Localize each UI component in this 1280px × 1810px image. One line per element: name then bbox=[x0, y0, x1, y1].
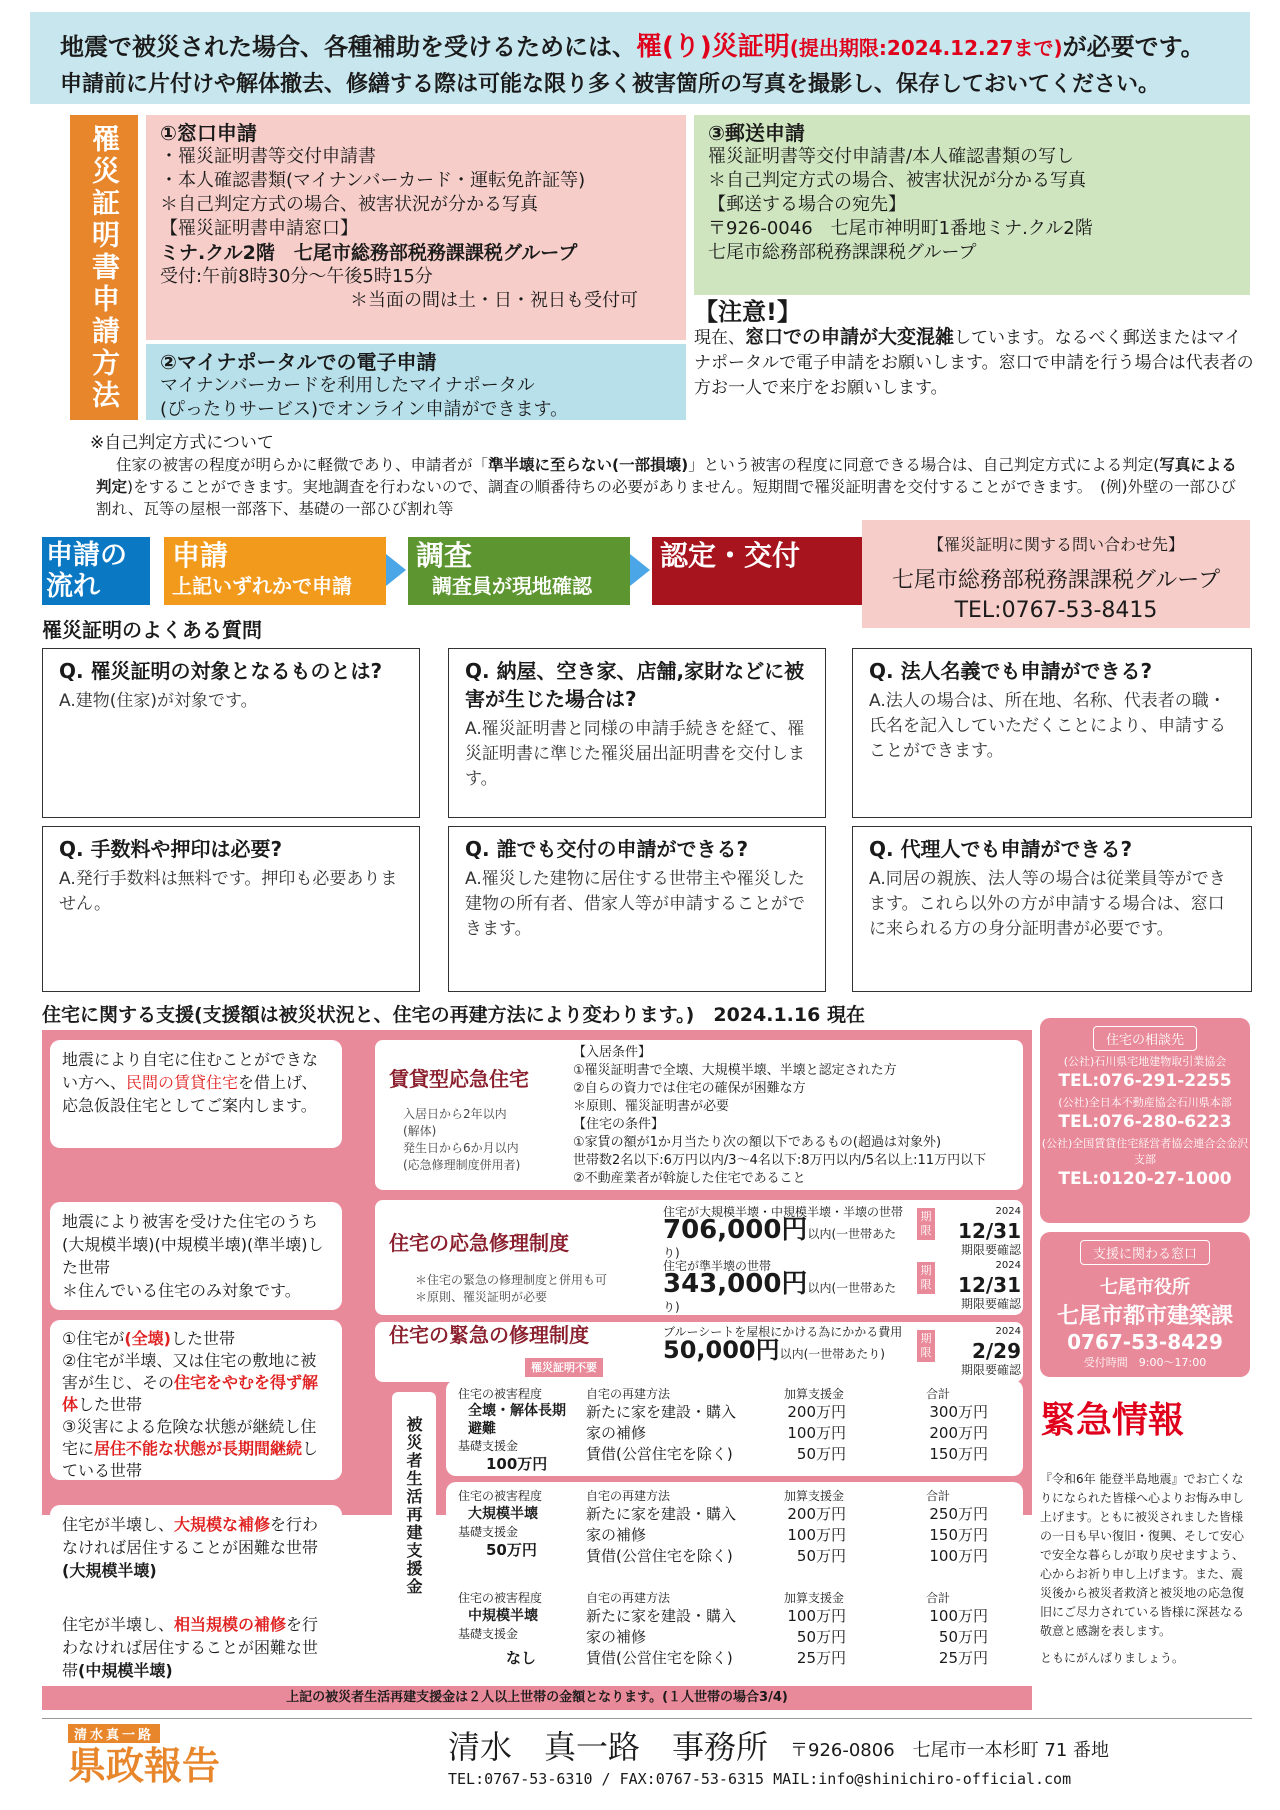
faq-item: Q. 納屋、空き家、店舗,家財などに被害が生じた場合は? A.罹災証明書と同様の申請手続きを経て、罹災証明書に準じた罹災届出証明書を交付します。 bbox=[448, 648, 826, 818]
flow-step-issue: 認定・交付 bbox=[652, 537, 870, 605]
urgent-repair-system-box: 住宅の緊急の修理制度 罹災証明不要 ブルーシートを屋根にかける為にかかる費用 50,000円以内(一世帯あたり) 期限 2024 2/29 期限要確認 bbox=[375, 1322, 1023, 1382]
footer-tag: 清水真一路 bbox=[68, 1724, 160, 1743]
rebuild-table-medium-half: 住宅の被害程度 中規模半壊 基礎支援金 なし 自宅の再建方法 新たに家を建設・購入 家の補修 賃借(公営住宅を除く) 加算支援金 100万円 50万円 25万円 合計 100万円 50万円 25万円 bbox=[446, 1584, 1023, 1680]
flow-arrow-icon bbox=[630, 554, 650, 586]
faq-item: Q. 手数料や押印は必要? A.発行手数料は無料です。押印も必要ありません。 bbox=[42, 826, 420, 992]
faq-item: Q. 誰でも交付の申請ができる? A.罹災した建物に居住する世帯主や罹災した建物の所有者、借家人等が申請することができます。 bbox=[448, 826, 826, 992]
deadline-icon: 期限 bbox=[917, 1208, 935, 1240]
online-application-panel: ②マイナポータルでの電子申請 マイナンバーカードを利用したマイナポータル (ぴったりサービス)でオンライン申請ができます。 bbox=[146, 344, 686, 420]
rental-housing-box: 賃貸型応急住宅 入居日から2年以内 (解体) 発生日から6か月以内 (応急修理制度併用者) 【入居条件】 ①罹災証明書で全壊、大規模半壊、半壊と認定された方 ②自らの資力では住宅の確保が困難な方 ＊原則、罹災証明書が必要 【住宅の条件】 ①家賃の額が1か月当たり次の額以下であるもの(超過は対象外) 世帯数2名以下:6万円以内/3～4名以下:8万円以内/5名以上:11万円以下 ②不動産業者が斡旋した住宅であること bbox=[375, 1040, 1023, 1190]
rebuild-support-label: 被災者生活再建支援金 bbox=[392, 1392, 436, 1662]
deadline-icon: 期限 bbox=[917, 1330, 935, 1362]
banner-line1: 地震で被災された場合、各種補助を受けるためには、罹(り)災証明(提出期限:2024.12.27まで)が必要です。 bbox=[60, 32, 1205, 62]
support-title: 住宅に関する支援(支援額は被災状況と、住宅の再建方法により変わります。) 2024.1.16 現在 bbox=[42, 1004, 865, 1026]
office-address: 〒926-0806 七尾市一本杉町 71 番地 bbox=[790, 1740, 1110, 1761]
support-case-medium-half: 住宅が半壊し、相当規模の補修を行わなければ居住することが困難な世帯(中規模半壊) bbox=[50, 1605, 342, 1687]
rebuild-table-full: 住宅の被害程度 全壊・解体長期避難 基礎支援金 100万円 自宅の再建方法 新たに家を建設・購入 家の補修 賃借(公営住宅を除く) 加算支援金 200万円 100万円 50万円 合計 300万円 200万円 150万円 bbox=[446, 1380, 1023, 1476]
flow-arrow-icon bbox=[386, 554, 406, 586]
emergency-repair-system-box: 住宅の応急修理制度 ＊住宅の緊急の修理制度と併用も可 ＊原則、罹災証明が必要 住宅が大規模半壊・中規模半壊・半壊の世帯 706,000円以内(一世帯あたり) 住宅が準半壊の世帯 343,000円以内(一世帯あたり) 期限 2024 12/31 期限要確認 期限 2024 12/31 期限要確認 bbox=[375, 1200, 1023, 1315]
condolence-message: 『令和6年 能登半島地震』でお亡くなりになられた皆様へ心よりお悔み申し上げます。ともに被災されました皆様の一日も早い復旧・復興、そして安心で安全な暮らしが取り戻せますよう、心からお祈り申し上げます。また、震災後から被災者救済と被災地の応急復旧にご尽力されている皆様に深甚なる敬意と感謝を表します。 ともにがんばりましょう。 bbox=[1040, 1472, 1245, 1665]
banner-line2: 申請前に片付けや解体撤去、修繕する際は可能な限り多く被害箇所の写真を撮影し、保存しておいてください。 bbox=[60, 72, 1161, 97]
faq-item: Q. 代理人でも申請ができる? A.同居の親族、法人等の場合は従業員等ができます。これら以外の方が申請する場合は、窓口に来られる方の身分証明書が必要です。 bbox=[852, 826, 1252, 992]
housing-consultation: 住宅の相談先 (公社)石川県宅地建物取引業協会 TEL:076-291-2255 (公社)全日本不動産協会石川県本部 TEL:076-280-6223 (公社)全国賃貸住宅経営者協会連合会金沢支部 TEL:0120-27-1000 bbox=[1040, 1018, 1250, 1223]
office-contact: TEL:0767-53-6310 / FAX:0767-53-6315 MAIL:info@shinichiro-official.com bbox=[448, 1770, 1072, 1788]
rebuild-table-large-half: 住宅の被害程度 大規模半壊 基礎支援金 50万円 自宅の再建方法 新たに家を建設・購入 家の補修 賃借(公営住宅を除く) 加算支援金 200万円 100万円 50万円 合計 250万円 150万円 100万円 bbox=[446, 1482, 1023, 1578]
support-case-fullcollapse: ①住宅が(全壊)した世帯 ②住宅が半壊、又は住宅の敷地に被害が生じ、その住宅をやむを得ず解体した世帯 ③災害による危険な状態が継続し住宅に居住不能な状態が長期間継続している世帯 bbox=[50, 1320, 342, 1480]
faq-item: Q. 罹災証明の対象となるものとは? A.建物(住家)が対象です。 bbox=[42, 648, 420, 818]
footnote-bar: 上記の被災者生活再建支援金は２人以上世帯の金額となります。(１人世帯の場合3/4) bbox=[42, 1686, 1032, 1710]
support-case-large-half: 住宅が半壊し、大規模な補修を行わなければ居住することが困難な世帯(大規模半壊) bbox=[50, 1505, 342, 1587]
notice-block: 【注意!】 現在、窓口での申請が大変混雑しています。なるべく郵送またはマイナポータルで電子申請をお願いします。窓口で申請を行う場合は代表者の方お一人で来庁をお願いします。 bbox=[694, 298, 1254, 398]
footer-logo: 県政報告 bbox=[68, 1744, 221, 1788]
faq-title: 罹災証明のよくある質問 bbox=[42, 618, 262, 642]
counter-application-panel: ①窓口申請 ・罹災証明書等交付申請書 ・本人確認書類(マイナンバーカード・運転免許証等) ＊自己判定方式の場合、被害状況が分かる写真 【罹災証明書申請窓口】 ミナ.クル2階 七尾市総務部税務課課税グループ 受付:午前8時30分～午後5時15分 ＊当面の間は土・日・祝日も受付可 bbox=[146, 115, 686, 340]
faq-item: Q. 法人名義でも申請ができる? A.法人の場合は、所在地、名称、代表者の職・氏名を記入していただくことにより、申請することができます。 bbox=[852, 648, 1252, 818]
mail-application-panel: ③郵送申請 罹災証明書等交付申請書/本人確認書類の写し ＊自己判定方式の場合、被害状況が分かる写真 【郵送する場合の宛先】 〒926-0046 七尾市神明町1番地ミナ.クル2階 七尾市総務部税務課課税グループ bbox=[694, 115, 1250, 295]
flow-label: 申請の 流れ bbox=[42, 537, 150, 605]
inquiry-contact: 【罹災証明に関する問い合わせ先】 七尾市総務部税務課課税グループ TEL:0767-53-8415 bbox=[862, 520, 1250, 628]
flow-step-survey: 調査 調査員が現地確認 bbox=[408, 537, 630, 605]
side-title: 罹災証明書申請方法 bbox=[70, 115, 138, 420]
flow-step-apply: 申請 上記いずれかで申請 bbox=[164, 537, 386, 605]
footer-divider bbox=[42, 1718, 1252, 1719]
support-case-rental: 地震により自宅に住むことができない方へ、民間の賃貸住宅を借上げ、応急仮設住宅としてご案内します。 bbox=[50, 1040, 342, 1148]
office-name: 清水 真一路 事務所 bbox=[448, 1728, 769, 1766]
self-judgement-note: ※自己判定方式について 住家の被害の程度が明らかに軽微であり、申請者が「準半壊に至らない(一部損壊)」という被害の程度に同意できる場合は、自己判定方式による判定(写真による判定)をすることができます。実地調査を行わないので、調査の順番待ちの必要がありません。短期間で罹災証明書を交付することができます。 (例)外壁の一部ひび割れ、瓦等の屋根一部落下、基礎の一部ひび割れ等 bbox=[90, 433, 1237, 518]
support-case-repair: 地震により被害を受けた住宅のうち(大規模半壊)(中規模半壊)(準半壊)した世帯 ＊住んでいる住宅のみ対象です。 bbox=[50, 1202, 342, 1310]
emergency-title: 緊急情報 bbox=[1040, 1400, 1185, 1441]
top-banner bbox=[30, 12, 1250, 104]
support-window: 支援に関わる窓口 七尾市役所 七尾市都市建築課 0767-53-8429 受付時間 9:00～17:00 bbox=[1040, 1232, 1250, 1377]
deadline-icon: 期限 bbox=[917, 1262, 935, 1294]
